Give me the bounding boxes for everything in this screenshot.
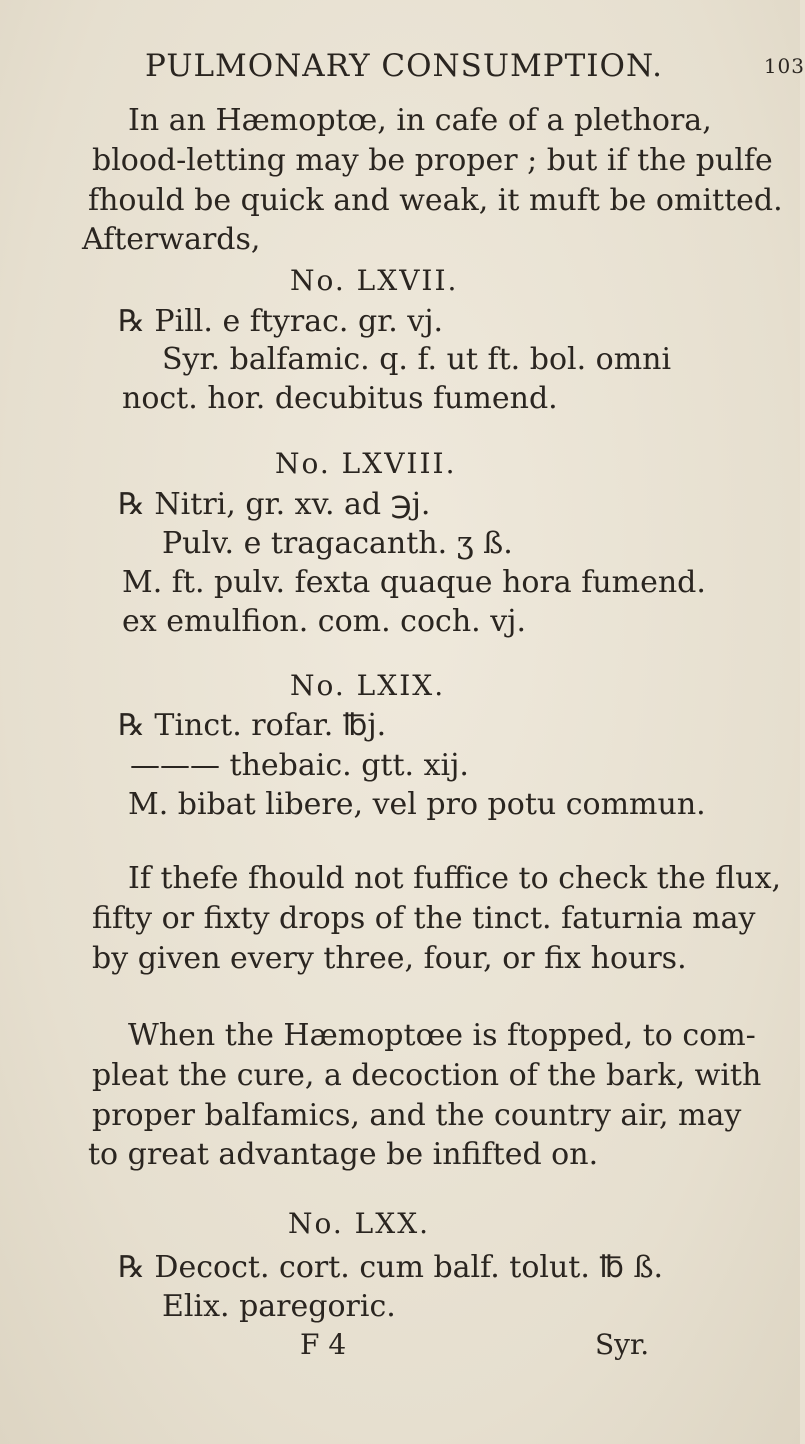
recipe-number: No. LXVIII. (275, 447, 457, 480)
text-line: by given every three, four, or fix hours. (92, 941, 687, 976)
running-header (145, 48, 805, 84)
page-number: 103 (763, 54, 805, 78)
recipe-line: ℞ Tinct. rofar. ℔j. (118, 708, 387, 743)
text-line: fifty or fixty drops of the tinct. faturnia may (92, 901, 756, 936)
recipe-line: ex emulfion. com. coch. vj. (122, 604, 527, 639)
catchword: Syr. (595, 1328, 650, 1361)
recipe-line: ℞ Decoct. cort. cum balf. tolut. ℔ ß. (118, 1250, 664, 1285)
recipe-line: ——— thebaic. gtt. xij. (130, 748, 469, 783)
recipe-line: Elix. paregoric. (162, 1289, 396, 1324)
text-line: When the Hæmoptœe is ftopped, to com- (128, 1018, 756, 1053)
recipe-line: ℞ Pill. e ftyrac. gr. vj. (118, 304, 444, 339)
recipe-number: No. LXIX. (290, 669, 446, 702)
text-line: In an Hæmoptœ, in cafe of a plethora, (128, 103, 712, 138)
recipe-number: No. LXX. (288, 1207, 431, 1240)
recipe-line: M. ft. pulv. fexta quaque hora fumend. (122, 565, 706, 600)
signature-mark: F 4 (300, 1328, 347, 1361)
recipe-number: No. LXVII. (290, 264, 459, 297)
text-line: Afterwards, (82, 222, 261, 257)
text-line: blood-letting may be proper ; but if the pulfe (92, 143, 773, 178)
text-line: pleat the cure, a decoction of the bark, with (92, 1058, 762, 1093)
text-line: proper balfamics, and the country air, may (92, 1098, 742, 1133)
text-line: fhould be quick and weak, it muft be omitted. (88, 183, 783, 218)
header-title: PULMONARY CONSUMPTION. (145, 48, 663, 84)
recipe-line: noct. hor. decubitus fumend. (122, 381, 558, 416)
recipe-line: ℞ Nitri, gr. xv. ad ℈j. (118, 487, 431, 522)
recipe-line: Syr. balfamic. q. f. ut ft. bol. omni (162, 342, 672, 377)
recipe-line: Pulv. e tragacanth. ʒ ß. (162, 526, 513, 561)
text-line: If thefe fhould not fuffice to check the flux, (128, 861, 782, 896)
recipe-line: M. bibat libere, vel pro potu commun. (128, 787, 706, 822)
text-line: to great advantage be infifted on. (88, 1137, 599, 1172)
